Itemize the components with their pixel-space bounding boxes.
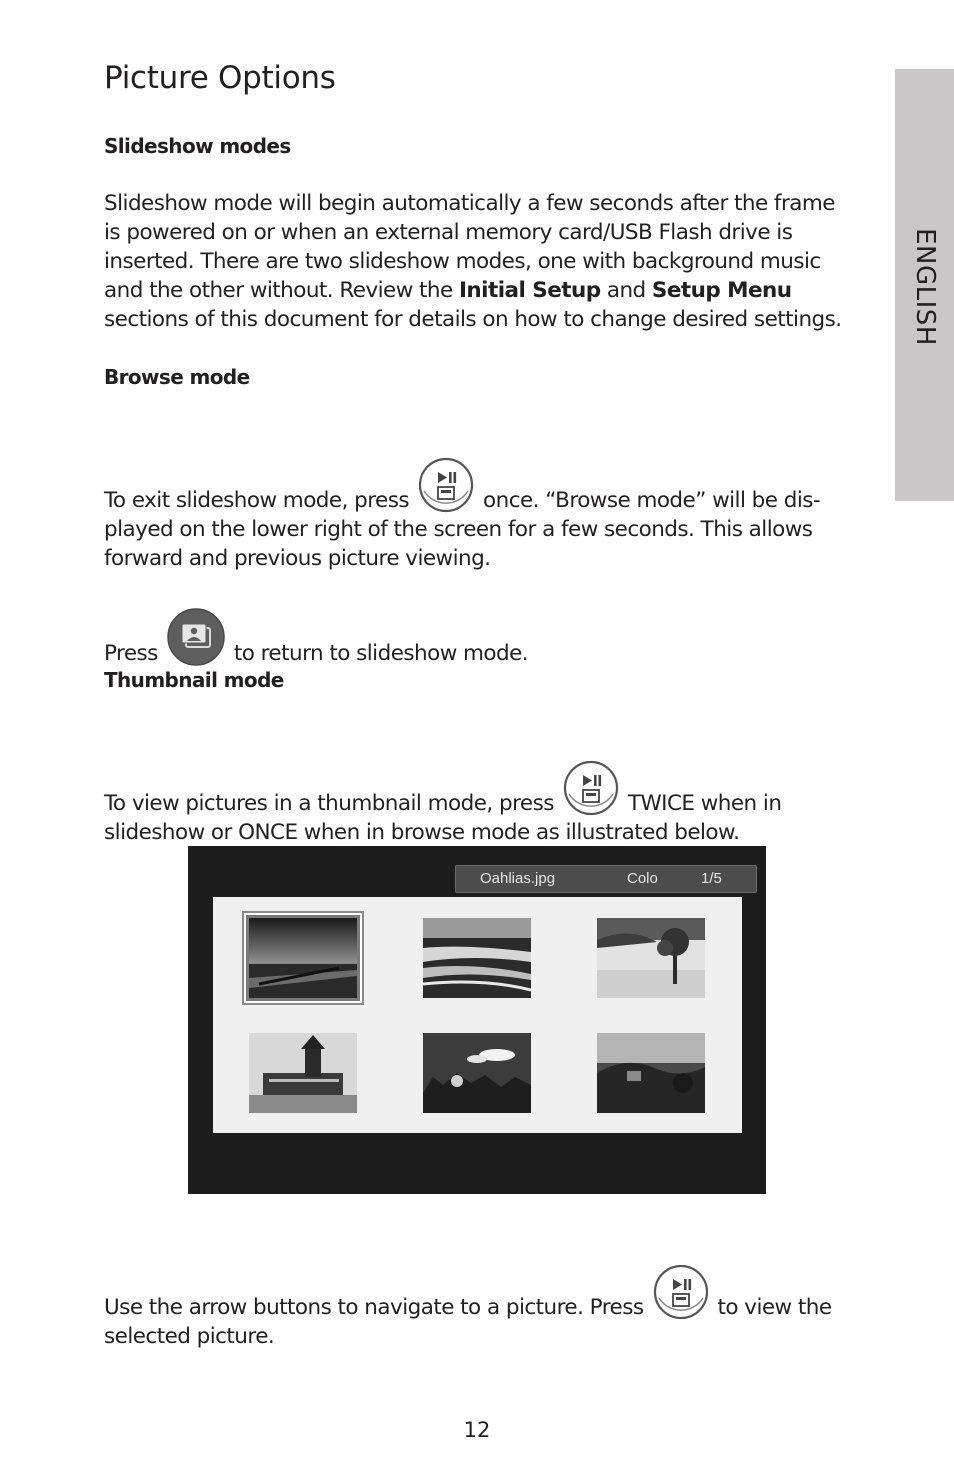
slideshow-modes-heading: Slideshow modes	[104, 134, 291, 158]
navigate-text-part: selected picture.	[104, 1324, 275, 1349]
thumbnail-harbor-building[interactable]	[249, 1033, 357, 1113]
browse-mode-paragraph	[104, 457, 864, 573]
slideshow-text-part: sections of this document for details on how to change desired settings.	[104, 307, 842, 332]
slideshow-button-icon	[167, 608, 225, 666]
slideshow-text-part: and	[600, 278, 652, 303]
return-slideshow-paragraph	[104, 608, 864, 668]
thumbnail-mode-heading: Thumbnail mode	[104, 668, 284, 692]
return-text-part: Press	[104, 641, 158, 666]
thumbnail-grid	[213, 897, 742, 1133]
slideshow-text-part: Slideshow mode will begin automatically a few seconds after the frame is powered on or when an external memory card/USB Flash drive is inserted. There are two slideshow modes, one with background music and the other without. Review the	[104, 191, 835, 303]
play-pause-button-icon	[563, 760, 619, 816]
initial-setup-ref: Initial Setup	[458, 278, 601, 303]
picture-counter: 1/5	[701, 870, 722, 887]
thumbnail-screen-illustration	[188, 846, 766, 1194]
thumbnail-coast-tree[interactable]	[597, 918, 705, 998]
page-number: 12	[463, 1418, 491, 1442]
thumbnail-beach-waves[interactable]	[423, 918, 531, 998]
page-title: Picture Options	[104, 60, 336, 96]
thumbnail-hillside[interactable]	[597, 1033, 705, 1113]
thumbnail-skyline[interactable]	[423, 1033, 531, 1113]
browse-text-part: forward and previous picture viewing.	[104, 546, 491, 571]
thumbnail-text-part: slideshow or ONCE when in browse mode as illustrated below.	[104, 820, 740, 845]
browse-text-part: To exit slideshow mode, press	[104, 488, 410, 513]
return-text-part: to return to slideshow mode.	[233, 641, 529, 666]
browse-text-part: played on the lower right of the screen for a few seconds. This allows	[104, 517, 813, 542]
navigate-paragraph	[104, 1264, 864, 1351]
setup-menu-ref: Setup Menu	[651, 278, 792, 303]
thumbnail-pier-dusk[interactable]	[249, 918, 357, 998]
file-info-bar	[455, 865, 757, 893]
thumbnail-text-part: TWICE when in	[627, 791, 782, 816]
slideshow-modes-paragraph	[104, 189, 849, 334]
thumbnail-text-part: To view pictures in a thumbnail mode, press	[104, 791, 554, 816]
browse-mode-heading: Browse mode	[104, 365, 250, 389]
browse-text-part: once. “Browse mode” will be dis-	[483, 488, 821, 513]
file-name: Oahlias.jpg	[480, 870, 556, 887]
play-pause-button-icon	[418, 457, 474, 513]
color-mode: Colo	[627, 870, 658, 887]
navigate-text-part: Use the arrow buttons to navigate to a picture. Press	[104, 1295, 644, 1320]
language-tab-label: ENGLISH	[909, 228, 940, 346]
play-pause-button-icon	[653, 1264, 709, 1320]
navigate-text-part: to view the	[717, 1295, 832, 1320]
language-tab	[895, 69, 954, 501]
thumbnail-mode-paragraph	[104, 760, 864, 847]
